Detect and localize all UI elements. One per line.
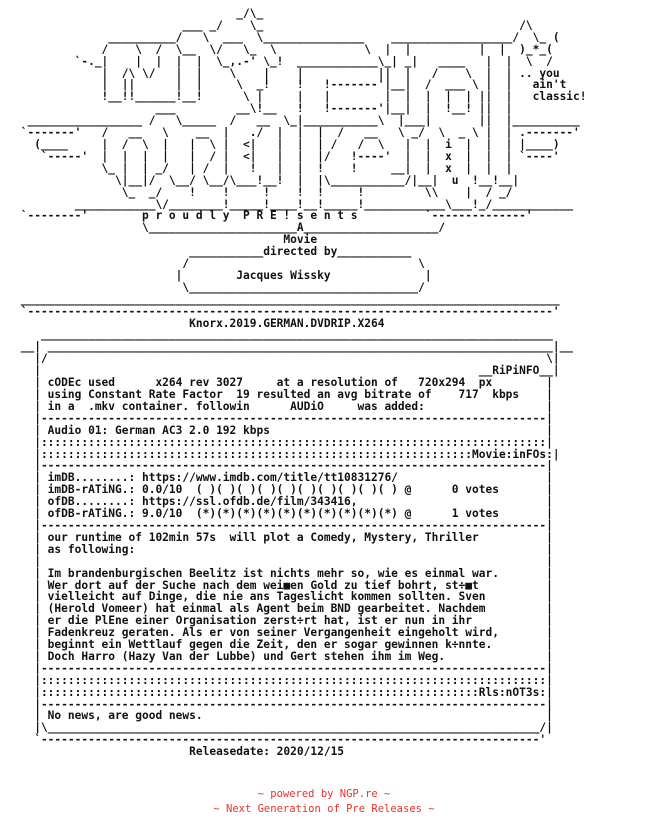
footer-powered-by: ~ powered by NGP.re ~ — [257, 788, 391, 800]
footer-tagline: ~ Next Generation of Pre Releases ~ — [213, 803, 435, 815]
nfo-ascii-text: _/\_ ___ _/ \_ /\ __________/ \ ___ \_______________ __________________/ \_ ( / \ / \__ \/ \_ \ \ | | | | )_*_( `-._| | | | | \_,.-' \_! ____________\_| _| ____ | | \ / | /\ \/ | | \ | | || | / \ | | .. you | || | | \ _! ! !-------'|__| / ___ \ | | ain't !__!!______!__! \ | | | | | | | | || | classic! ___ __\!__ ! !-------'|__| | !__! || | _________________ / \_____ / __ \_|___________\ |___| || |__________ `-------' / __ \ __ | ./ | | | / __ \ _/ \ _ \ | | .-------' (____ | / \ | | \ | <| | | | / / \ | | i | | | |____) `-----' | | | | | / | <| | | |/ !----' | | x | | | `----' \_ | | _/ | / | ! | | ! ! __| | x | | | \|__|/ \__/ \__/\___!__! | |\___________/|__| u !__!__| \_ _/ ! ! ! ! ! ! \\ | / _/ ____________\/________!_____!____!__!_____!____________\___!_/____________ `--------' p r o u d l y P R E ! s e n t s `--------------' \______________________A____________________/ Movie ___________directed by___________ / \ | Jacques Wissky | \__________________________________/ ________________________________________________________________________________ `------------------------------------------------------------------------------' Knorx.2019.GERMAN.DVDRIP.X264 ____________________________________________________________________________ __| ___________________________________________________________________________|__ |/ \| | __RiPiNFO__| | cODEc used x264 rev 3027 at a resolution of 720x294 px | | using Constant Rate Factor 19 resulted an avg bitrate of 717 kbps | | in a .mkv container. followin AUDiO was added: | |---------------------------------------------------------------------------| | Audio 01: German AC3 2.0 192 kbps | |:::::::::::::::::::::::::::::::::::::::::::::::::::::::::::::::::::::::::::| |::::::::::::::::::::::::::::::::::::::::::::::::::::::::::::::::Movie:inFOs:| |---------------------------------------------------------------------------| | imDB........: https://www.imdb.com/title/tt10831276/ | | imDB-rATiNG.: 0.0/10 ( )( )( )( )( )( )( )( )( )( ) @ 0 votes | | ofDB........: https://ssl.ofdb.de/film/343416, | | ofDB-rATiNG.: 9.0/10 (*)(*)(*)(*)(*)(*)(*)(*)(*)(*) @ 1 votes | |---------------------------------------------------------------------------| | our runtime of 102min 57s will plot a Comedy, Mystery, Thriller | | as following: | | | | Im brandenburgischen Beelitz ist nichts mehr so, wie es einmal war. | | Wer dort auf der Suche nach dem wei■en Gold zu tief bohrt, st÷■t | | vielleicht auf Dinge, die nie ans Tageslicht kommen sollten. Sven | | (Herold Vomeer) hat einmal als Agent beim BND gearbeitet. Nachdem | | er die PlEne einer Organisation zerst÷rt hat, ist er nun in ihr | | Fadenkreuz geraten. Als er von seiner Vergangenheit eingeholt wird, | | beginnt ein Wettlauf gegen die Zeit, den er sogar gewinnen k÷nnte. | | Doch Harro (Hazy Van der Lubbe) und Gert stehen ihm im Weg. | |---------------------------------------------------------------------------| |:::::::::::::::::::::::::::::::::::::::::::::::::::::::::::::::::::::::::::| |:::::::::::::::::::::::::::::::::::::::::::::::::::::::::::::::::Rls:nOT3s:| |---------------------------------------------------------------------------| | No news, are good news. | |\_________________________________________________________________________/| `--------------------------------------------------------------------------' Releasedate: 2020/12/15 — [20, 7, 587, 759]
footer — [0, 787, 648, 817]
